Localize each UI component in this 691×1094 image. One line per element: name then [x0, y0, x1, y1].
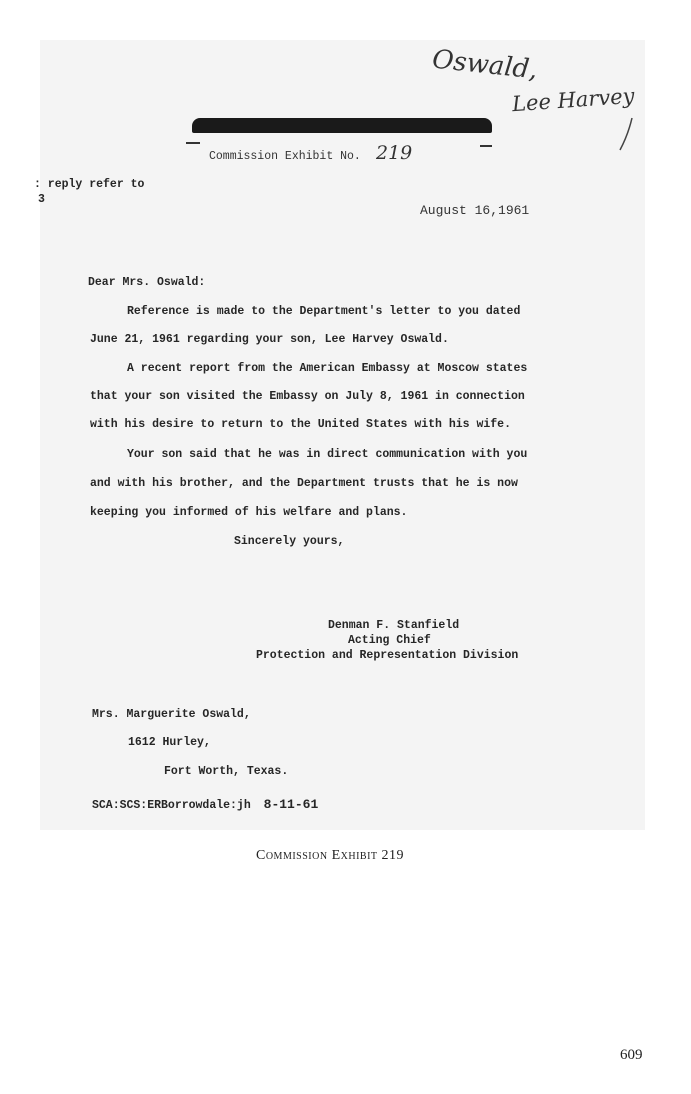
body-line: Reference is made to the Department's letter to you dated: [127, 305, 521, 318]
address-line: Fort Worth, Texas.: [164, 765, 289, 778]
reference-date: 8-11-61: [263, 797, 319, 812]
signer-division: Protection and Representation Division: [256, 649, 519, 662]
body-line: June 21, 1961 regarding your son, Lee Harvey Oswald.: [90, 333, 449, 346]
salutation: Dear Mrs. Oswald:: [88, 276, 206, 289]
exhibit-number-handwritten: 219: [376, 142, 413, 164]
body-line: keeping you informed of his welfare and plans.: [90, 506, 408, 519]
body-line: A recent report from the American Embassy at Moscow states: [127, 362, 528, 375]
exhibit-label: Commission Exhibit No.: [209, 150, 361, 163]
exhibit-dash-left: [186, 142, 200, 144]
body-line: and with his brother, and the Department trusts that he is now: [90, 477, 518, 490]
address-line: Mrs. Marguerite Oswald,: [92, 708, 251, 721]
reference-code-text: SCA:SCS:ERBorrowdale:jh: [92, 799, 251, 812]
body-line: Your son said that he was in direct communication with you: [127, 448, 528, 461]
letter-date: August 16,1961: [420, 203, 530, 218]
signer-title: Acting Chief: [348, 634, 431, 647]
address-line: 1612 Hurley,: [128, 736, 211, 749]
exhibit-dash-right: [480, 145, 492, 147]
reference-code: [92, 797, 318, 812]
page-number: 609: [620, 1047, 643, 1063]
letterhead-bar: [192, 118, 492, 133]
body-line: that your son visited the Embassy on July 8, 1961 in connection: [90, 390, 525, 403]
closing: Sincerely yours,: [234, 535, 345, 548]
reply-reference-line2: 3: [38, 193, 45, 206]
body-line: with his desire to return to the United States with his wife.: [90, 418, 511, 431]
signer-name: Denman F. Stanfield: [328, 619, 460, 632]
handwritten-name-line2: Lee Harvey: [511, 83, 636, 117]
handwritten-name-line1: Oswald,: [430, 44, 539, 86]
reply-reference-line1: : reply refer to: [34, 178, 145, 191]
exhibit-caption: Commission Exhibit 219: [256, 848, 405, 863]
